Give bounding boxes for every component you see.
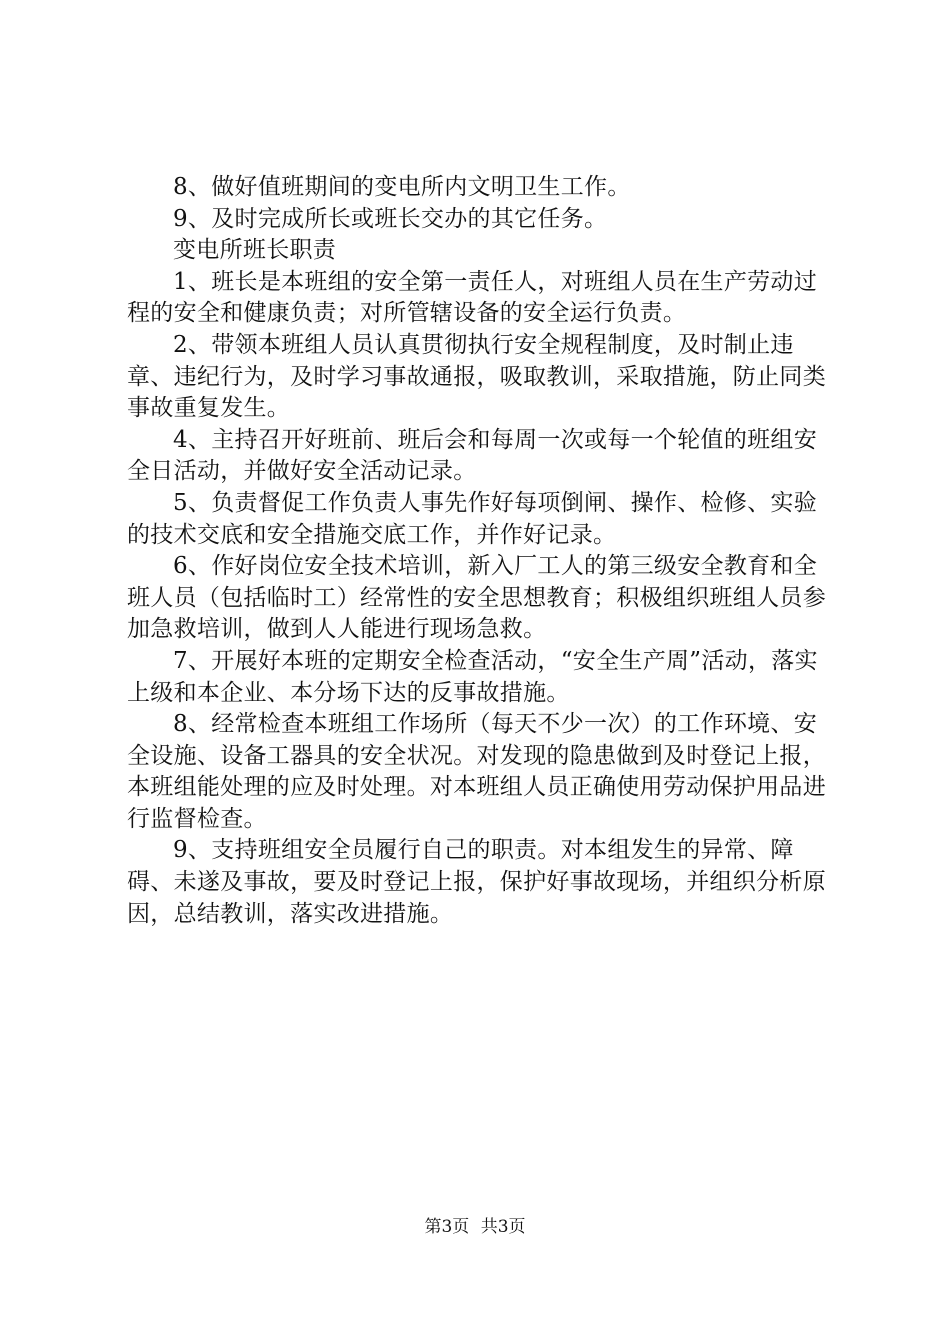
page-footer: [0, 1216, 950, 1238]
paragraph: 5、负责督促工作负责人事先作好每项倒闸、操作、检修、实验的技术交底和安全措施交底工作，并作好记录。: [127, 489, 818, 548]
section-heading: 变电所班长职责: [173, 237, 337, 264]
page-total: 共3页: [480, 1217, 526, 1237]
paragraph: 4、主持召开好班前、班后会和每周一次或每一个轮值的班组安全日活动，并做好安全活动记录。: [127, 426, 818, 485]
paragraph: 9、支持班组安全员履行自己的职责。对本组发生的异常、障碍、未遂及事故，要及时登记上报，保护好事故现场，并组织分析原因，总结教训，落实改进措施。: [127, 837, 826, 927]
page-number: 第3页: [424, 1217, 470, 1237]
paragraph: 8、做好值班期间的变电所内文明卫生工作。: [173, 174, 631, 200]
paragraph: 9、及时完成所长或班长交办的其它任务。: [173, 205, 608, 232]
paragraph: 2、带领本班组人员认真贯彻执行安全规程制度，及时制止违章、违纪行为，及时学习事故通报，吸取教训，采取措施，防止同类事故重复发生。: [127, 331, 826, 422]
paragraph: 1、班长是本班组的安全第一责任人，对班组人员在生产劳动过程的安全和健康负责；对所管辖设备的安全运行负责。: [127, 268, 818, 327]
paragraph: 8、经常检查本班组工作场所（每天不少一次）的工作环境、安全设施、设备工器具的安全状况。对发现的隐患做到及时登记上报，本班组能处理的应及时处理。对本班组人员正确使用劳动保护用品进行监督检查。: [127, 711, 826, 832]
document-body: [127, 172, 835, 930]
paragraph: 7、开展好本班的定期安全检查活动，“安全生产周”活动，落实上级和本企业、本分场下达的反事故措施。: [127, 647, 818, 706]
paragraph: 6、作好岗位安全技术培训，新入厂工人的第三级安全教育和全班人员（包括临时工）经常性的安全思想教育；积极组织班组人员参加急救培训，做到人人能进行现场急救。: [127, 553, 826, 643]
